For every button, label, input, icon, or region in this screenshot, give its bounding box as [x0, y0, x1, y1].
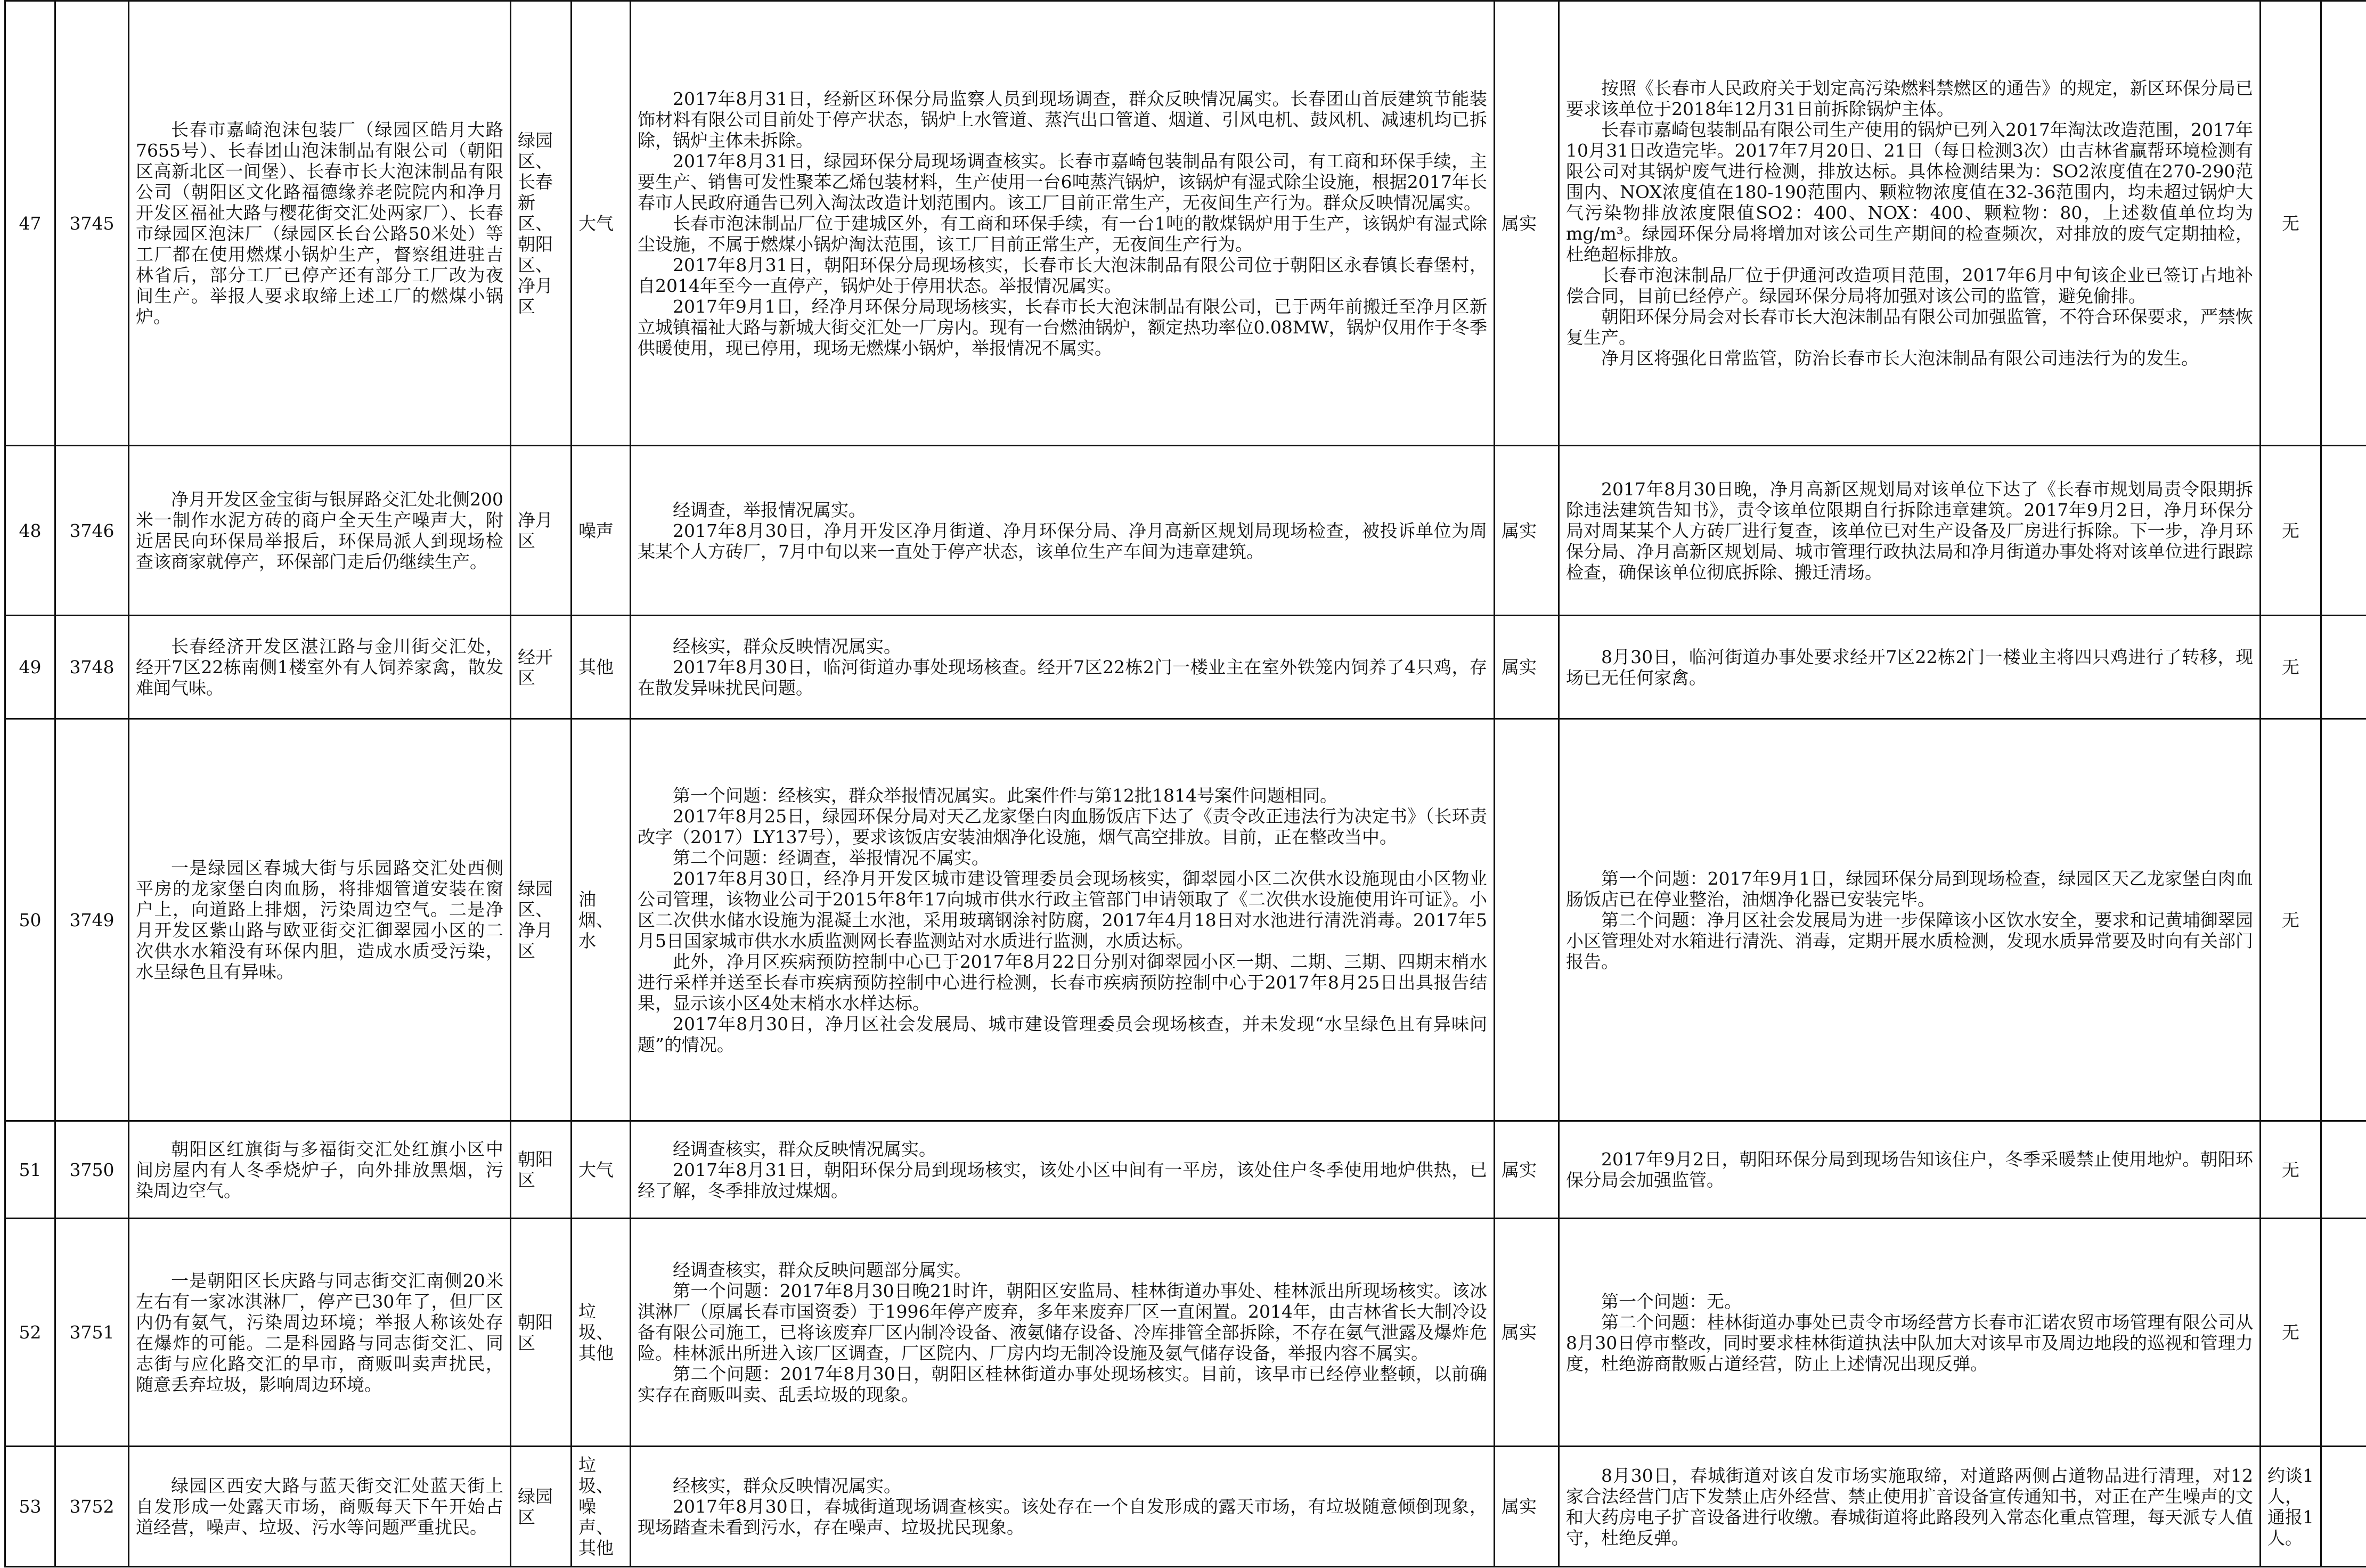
complaint-text: 朝阳区红旗街与多福街交汇处红旗小区中间房屋内有人冬季烧炉子，向外排放黑烟，污染周边空气。 [136, 1138, 503, 1201]
handling-cell-paragraph: 8月30日，春城街道对该自发市场实施取缔，对道路两侧占道物品进行清理，对12家合法经营门店下发禁止店外经营、禁止使用扩音设备宣传通知书，对正在产生噪声的文和大药房电子扩音设备进行收缴。春城街道将此路段列入常态化重点管理，每天派专人值守，杜绝反弹。 [1566, 1465, 2253, 1548]
pollution-type-cell: 其他 [572, 616, 631, 719]
investigation-cell-paragraph: 长春市泡沫制品厂位于建城区外，有工商和环保手续，有一台1吨的散煤锅炉用于生产，该锅炉有湿式除尘设施，不属于燃煤小锅炉淘汰范围，该工厂目前正常生产，无夜间生产行为。 [638, 213, 1487, 255]
complaint-cell [129, 1219, 511, 1447]
verdict-cell: 属实 [1495, 1219, 1559, 1447]
complaint-text: 长春经济开发区湛江路与金川街交汇处，经开7区22栋南侧1楼室外有人饲养家禽，散发难闻气味。 [136, 636, 503, 698]
investigation-cell-paragraph: 经核实，群众反映情况属实。 [673, 1475, 901, 1496]
remark-cell [2321, 1, 2366, 446]
handling-cell [1559, 719, 2261, 1121]
investigation-cell-paragraph: 经核实，群众反映情况属实。 [673, 636, 901, 657]
handling-cell [1559, 616, 2261, 719]
complaint-cell [129, 616, 511, 719]
investigation-cell-paragraph: 第一个问题：2017年8月30日晚21时许，朝阳区安监局、桂林街道办事处、桂林派出所现场核实。该冰淇淋厂（原属长春市国资委）于1996年停产废弃，多年来废弃厂区一直闲置。2014年，由吉林省长大制冷设备有限公司施工，已将该废弃厂区内制冷设备、液氨储存设备、冷库排管全部拆除，不存在氨气泄露及爆炸危险。桂林派出所进入该厂区调查，厂区院内、厂房内均无制冷设施及氨气储存设备，举报内容不属实。 [638, 1280, 1487, 1363]
case-number-cell: 3751 [55, 1219, 129, 1447]
pollution-type-cell: 噪声 [572, 446, 631, 616]
investigation-cell-paragraph: 第二个问题：经调查，举报情况不属实。 [673, 847, 989, 868]
accountability-cell: 无 [2261, 1219, 2321, 1447]
pollution-type-cell: 油烟、水 [572, 719, 631, 1121]
district-cell: 经开区 [511, 616, 572, 719]
complaint-cell [129, 719, 511, 1121]
case-number-cell: 3746 [55, 446, 129, 616]
pollution-type-cell: 大气 [572, 1, 631, 446]
accountability-cell: 无 [2261, 1121, 2321, 1219]
handling-cell-paragraph: 第二个问题：桂林街道办事处已责令市场经营方长春市汇诺农贸市场管理有限公司从8月30日停市整改，同时要求桂林街道执法中队加大对该早市及周边地段的巡视和管理力度，杜绝游商散贩占道经营，防止上述情况出现反弹。 [1566, 1311, 2253, 1374]
handling-cell [1559, 1219, 2261, 1447]
verdict-cell: 属实 [1495, 1121, 1559, 1219]
complaint-cell [129, 446, 511, 616]
seq-number-cell: 49 [5, 616, 55, 719]
investigation-cell-paragraph: 经调查，举报情况属实。 [673, 499, 866, 520]
handling-cell [1559, 1121, 2261, 1219]
investigation-cell-paragraph: 2017年8月31日，朝阳环保分局到现场核实，该处小区中间有一平房，该处住户冬季使用地炉供热，已经了解，冬季排放过煤烟。 [638, 1159, 1487, 1201]
investigation-cell-paragraph: 2017年8月25日，绿园环保分局对天乙龙家堡白肉血肠饭店下达了《责令改正违法行为决定书》（长环责改字（2017）LY137号），要求该饭店安装油烟净化设施，烟气高空排放。目前，正在整改当中。 [638, 805, 1487, 847]
investigation-cell [631, 616, 1495, 719]
case-number-cell: 3748 [55, 616, 129, 719]
verdict-cell: 属实 [1495, 1447, 1559, 1567]
case-number-cell: 3752 [55, 1447, 129, 1567]
handling-cell-paragraph: 8月30日，临河街道办事处要求经开7区22栋2门一楼业主将四只鸡进行了转移，现场已无任何家禽。 [1566, 646, 2253, 688]
table-row [5, 1121, 2366, 1219]
complaint-text: 绿园区西安大路与蓝天街交汇处蓝天街上自发形成一处露天市场，商贩每天下午开始占道经营，噪声、垃圾、污水等问题严重扰民。 [136, 1475, 503, 1538]
complaint-text: 净月开发区金宝街与银屏路交汇处北侧200米一制作水泥方砖的商户全天生产噪声大，附近居民向环保局举报后，环保局派人到现场检查该商家就停产，环保部门走后仍继续生产。 [136, 489, 503, 572]
handling-cell [1559, 446, 2261, 616]
complaint-cell [129, 1447, 511, 1567]
seq-number-cell: 52 [5, 1219, 55, 1447]
handling-cell-paragraph: 长春市泡沫制品厂位于伊通河改造项目范围，2017年6月中旬该企业已签订占地补偿合同，目前已经停产。绿园环保分局将加强对该公司的监管，避免偷排。 [1566, 265, 2253, 306]
verdict-cell: 属实 [1495, 1, 1559, 446]
case-table [4, 0, 2366, 1567]
handling-cell-paragraph: 长春市嘉崎包装制品有限公司生产使用的锅炉已列入2017年淘汰改造范围，2017年10月31日改造完毕。2017年7月20日、21日（每日检测3次）由吉林省赢帮环境检测有限公司对其锅炉废气进行检测，排放达标。具体检测结果为：SO2浓度值在270-290范围内、NOX浓度值在180-190范围内、颗粒物浓度值在32-36范围内，均未超过锅炉大气污染物排放浓度限值SO2：400、NOX：400、颗粒物：80，上述数值单位均为mg/m³。绿园环保分局将增加对该公司生产期间的检查频次，对排放的废气定期抽检，杜绝超标排放。 [1566, 119, 2253, 265]
handling-cell [1559, 1447, 2261, 1567]
investigation-cell-paragraph: 经调查核实，群众反映情况属实。 [673, 1138, 936, 1159]
remark-cell [2321, 616, 2366, 719]
table-row [5, 446, 2366, 616]
investigation-cell-paragraph: 2017年8月30日，经净月开发区城市建设管理委员会现场核实，御翠园小区二次供水设施现由小区物业公司管理，该物业公司于2015年8年17向城市供水行政主管部门申请领取了《二次供水设施使用许可证》。小区二次供水储水设施为混凝土水池，采用玻璃钢涂衬防腐，2017年4月18日对水池进行清洗消毒。2017年5月5日国家城市供水水质监测网长春监测站对水质进行监测，水质达标。 [638, 868, 1487, 951]
seq-number-cell: 48 [5, 446, 55, 616]
investigation-cell-paragraph: 2017年8月30日，春城街道现场调查核实。该处存在一个自发形成的露天市场，有垃圾随意倾倒现象，现场踏查未看到污水，存在噪声、垃圾扰民现象。 [638, 1496, 1487, 1538]
district-cell: 绿园区、长春新区、朝阳区、净月区 [511, 1, 572, 446]
table-row [5, 1219, 2366, 1447]
case-number-cell: 3745 [55, 1, 129, 446]
complaint-text: 长春市嘉崎泡沫包装厂（绿园区皓月大路7655号）、长春团山泡沫制品有限公司（朝阳区高新北区一间堡）、长春市长大泡沫制品有限公司（朝阳区文化路福德缘养老院院内和净月开发区福祉大路与樱花街交汇处两家厂）、长春市绿园区泡沫厂（绿园区长台公路50米处）等工厂都在使用燃煤小锅炉生产，督察组进驻吉林省后，部分工厂已停产还有部分工厂改为夜间生产。举报人要求取缔上述工厂的燃煤小锅炉。 [136, 119, 503, 327]
district-cell: 净月区 [511, 446, 572, 616]
complaint-text: 一是朝阳区长庆路与同志街交汇南侧20米左右有一家冰淇淋厂，停产已30年了，但厂区内仍有氨气，污染周边环境；举报人称该处存在爆炸的可能。二是科园路与同志街交汇、同志街与应化路交汇的早市，商贩叫卖声扰民，随意丢弃垃圾，影响周边环境。 [136, 1270, 503, 1395]
verdict-cell: 属实 [1495, 446, 1559, 616]
table-row [5, 719, 2366, 1121]
handling-cell-paragraph: 第一个问题：2017年9月1日，绿园环保分局到现场检查，绿园区天乙龙家堡白肉血肠饭店已在停业整治，油烟净化器已安装完毕。 [1566, 868, 2253, 910]
accountability-cell: 无 [2261, 616, 2321, 719]
investigation-cell [631, 1, 1495, 446]
accountability-cell: 无 [2261, 719, 2321, 1121]
accountability-cell: 约谈1人，通报1人。 [2261, 1447, 2321, 1567]
handling-cell-paragraph: 第二个问题：净月区社会发展局为进一步保障该小区饮水安全，要求和记黄埔御翠园小区管理处对水箱进行清洗、消毒，定期开展水质检测，发现水质异常要及时向有关部门报告。 [1566, 909, 2253, 972]
table-row [5, 616, 2366, 719]
investigation-cell [631, 446, 1495, 616]
investigation-cell-paragraph: 2017年8月30日，净月开发区净月街道、净月环保分局、净月高新区规划局现场检查，被投诉单位为周某某个人方砖厂，7月中旬以来一直处于停产状态，该单位生产车间为违章建筑。 [638, 520, 1487, 562]
investigation-cell-paragraph: 第二个问题：2017年8月30日，朝阳区桂林街道办事处现场核实。目前，该早市已经停业整顿，以前确实存在商贩叫卖、乱丢垃圾的现象。 [638, 1363, 1487, 1405]
district-cell: 绿园区 [511, 1447, 572, 1567]
investigation-cell [631, 719, 1495, 1121]
pollution-type-cell: 垃圾、噪声、其他 [572, 1447, 631, 1567]
remark-cell [2321, 1447, 2366, 1567]
district-cell: 朝阳区 [511, 1219, 572, 1447]
case-number-cell: 3750 [55, 1121, 129, 1219]
handling-cell-paragraph: 2017年9月2日，朝阳环保分局到现场告知该住户，冬季采暖禁止使用地炉。朝阳环保分局会加强监管。 [1566, 1149, 2253, 1190]
complaint-text: 一是绿园区春城大街与乐园路交汇处西侧平房的龙家堡白肉血肠，将排烟管道安装在窗户上，向道路上排烟，污染周边空气。二是净月开发区紫山路与欧亚街交汇御翠园小区的二次供水水箱没有环保内胆，造成水质受污染，水呈绿色且有异味。 [136, 858, 503, 982]
table-row [5, 1447, 2366, 1567]
investigation-cell-paragraph: 2017年8月31日，经新区环保分局监察人员到现场调查，群众反映情况属实。长春团山首辰建筑节能装饰材料有限公司目前处于停产状态，锅炉上水管道、蒸汽出口管道、烟道、引风电机、鼓风机、减速机均已拆除，锅炉主体未拆除。 [638, 88, 1487, 151]
investigation-cell [631, 1447, 1495, 1567]
investigation-cell-paragraph: 2017年9月1日，经净月环保分局现场核实，长春市长大泡沫制品有限公司，已于两年前搬迁至净月区新立城镇福祉大路与新城大街交汇处一厂房内。现有一台燃油锅炉，额定热功率位0.08MW，锅炉仅用作于冬季供暖使用，现已停用，现场无燃煤小锅炉，举报情况不属实。 [638, 296, 1487, 358]
remark-cell [2321, 719, 2366, 1121]
accountability-cell: 无 [2261, 1, 2321, 446]
handling-cell-paragraph: 净月区将强化日常监管，防治长春市长大泡沫制品有限公司违法行为的发生。 [1601, 348, 2199, 369]
investigation-cell-paragraph: 2017年8月31日，朝阳环保分局现场核实，长春市长大泡沫制品有限公司位于朝阳区永春镇长春堡村，自2014年至今一直停产，锅炉处于停用状态。举报情况属实。 [638, 254, 1487, 296]
district-cell: 绿园区、净月区 [511, 719, 572, 1121]
remark-cell [2321, 1219, 2366, 1447]
seq-number-cell: 51 [5, 1121, 55, 1219]
complaint-cell [129, 1, 511, 446]
seq-number-cell: 50 [5, 719, 55, 1121]
verdict-cell: 属实 [1495, 616, 1559, 719]
accountability-cell: 无 [2261, 446, 2321, 616]
district-cell: 朝阳区 [511, 1121, 572, 1219]
remark-cell [2321, 446, 2366, 616]
investigation-cell-paragraph: 2017年8月30日，净月区社会发展局、城市建设管理委员会现场核查，并未发现“水呈绿色且有异味问题”的情况。 [638, 1013, 1487, 1055]
investigation-cell-paragraph: 第一个问题：经核实，群众举报情况属实。此案件件与第12批1814号案件问题相同。 [673, 785, 1337, 806]
complaint-cell [129, 1121, 511, 1219]
verdict-cell [1495, 719, 1559, 1121]
seq-number-cell: 53 [5, 1447, 55, 1567]
investigation-cell-paragraph: 2017年8月31日，绿园环保分局现场调查核实。长春市嘉崎包装制品有限公司，有工商和环保手续，主要生产、销售可发性聚苯乙烯包装材料，生产使用一台6吨蒸汽锅炉，该锅炉有湿式除尘设施，根据2017年长春市人民政府通告已列入淘汰改造计划范围内。该工厂目前正常生产，无夜间生产行为。群众反映情况属实。 [638, 150, 1487, 213]
investigation-cell-paragraph: 经调查核实，群众反映问题部分属实。 [673, 1260, 972, 1280]
handling-cell [1559, 1, 2261, 446]
pollution-type-cell: 大气 [572, 1121, 631, 1219]
investigation-cell [631, 1121, 1495, 1219]
handling-cell-paragraph: 2017年8月30日晚，净月高新区规划局对该单位下达了《长春市规划局责令限期拆除违法建筑告知书》，责令该单位限期自行拆除违章建筑。2017年9月2日，净月环保分局对周某某个人方砖厂进行复查，该单位已对生产设备及厂房进行拆除。下一步，净月环保分局、净月高新区规划局、城市管理行政执法局和净月街道办事处将对该单位进行跟踪检查，确保该单位彻底拆除、搬迁清场。 [1566, 478, 2253, 583]
investigation-cell [631, 1219, 1495, 1447]
handling-cell-paragraph: 朝阳环保分局会对长春市长大泡沫制品有限公司加强监管，不符合环保要求，严禁恢复生产。 [1566, 306, 2253, 348]
pollution-type-cell: 垃圾、其他 [572, 1219, 631, 1447]
investigation-cell-paragraph: 此外，净月区疾病预防控制中心已于2017年8月22日分别对御翠园小区一期、二期、三期、四期末梢水进行采样并送至长春市疾病预防控制中心进行检测，长春市疾病预防控制中心于2017年8月25日出具报告结果，显示该小区4处末梢水水样达标。 [638, 951, 1487, 1014]
case-number-cell: 3749 [55, 719, 129, 1121]
investigation-cell-paragraph: 2017年8月30日，临河街道办事处现场核查。经开7区22栋2门一楼业主在室外铁笼内饲养了4只鸡，存在散发异味扰民问题。 [638, 657, 1487, 698]
handling-cell-paragraph: 按照《长春市人民政府关于划定高污染燃料禁燃区的通告》的规定，新区环保分局已要求该单位于2018年12月31日前拆除锅炉主体。 [1566, 78, 2253, 119]
remark-cell [2321, 1121, 2366, 1219]
handling-cell-paragraph: 第一个问题：无。 [1601, 1291, 1742, 1312]
table-row [5, 1, 2366, 446]
seq-number-cell: 47 [5, 1, 55, 446]
